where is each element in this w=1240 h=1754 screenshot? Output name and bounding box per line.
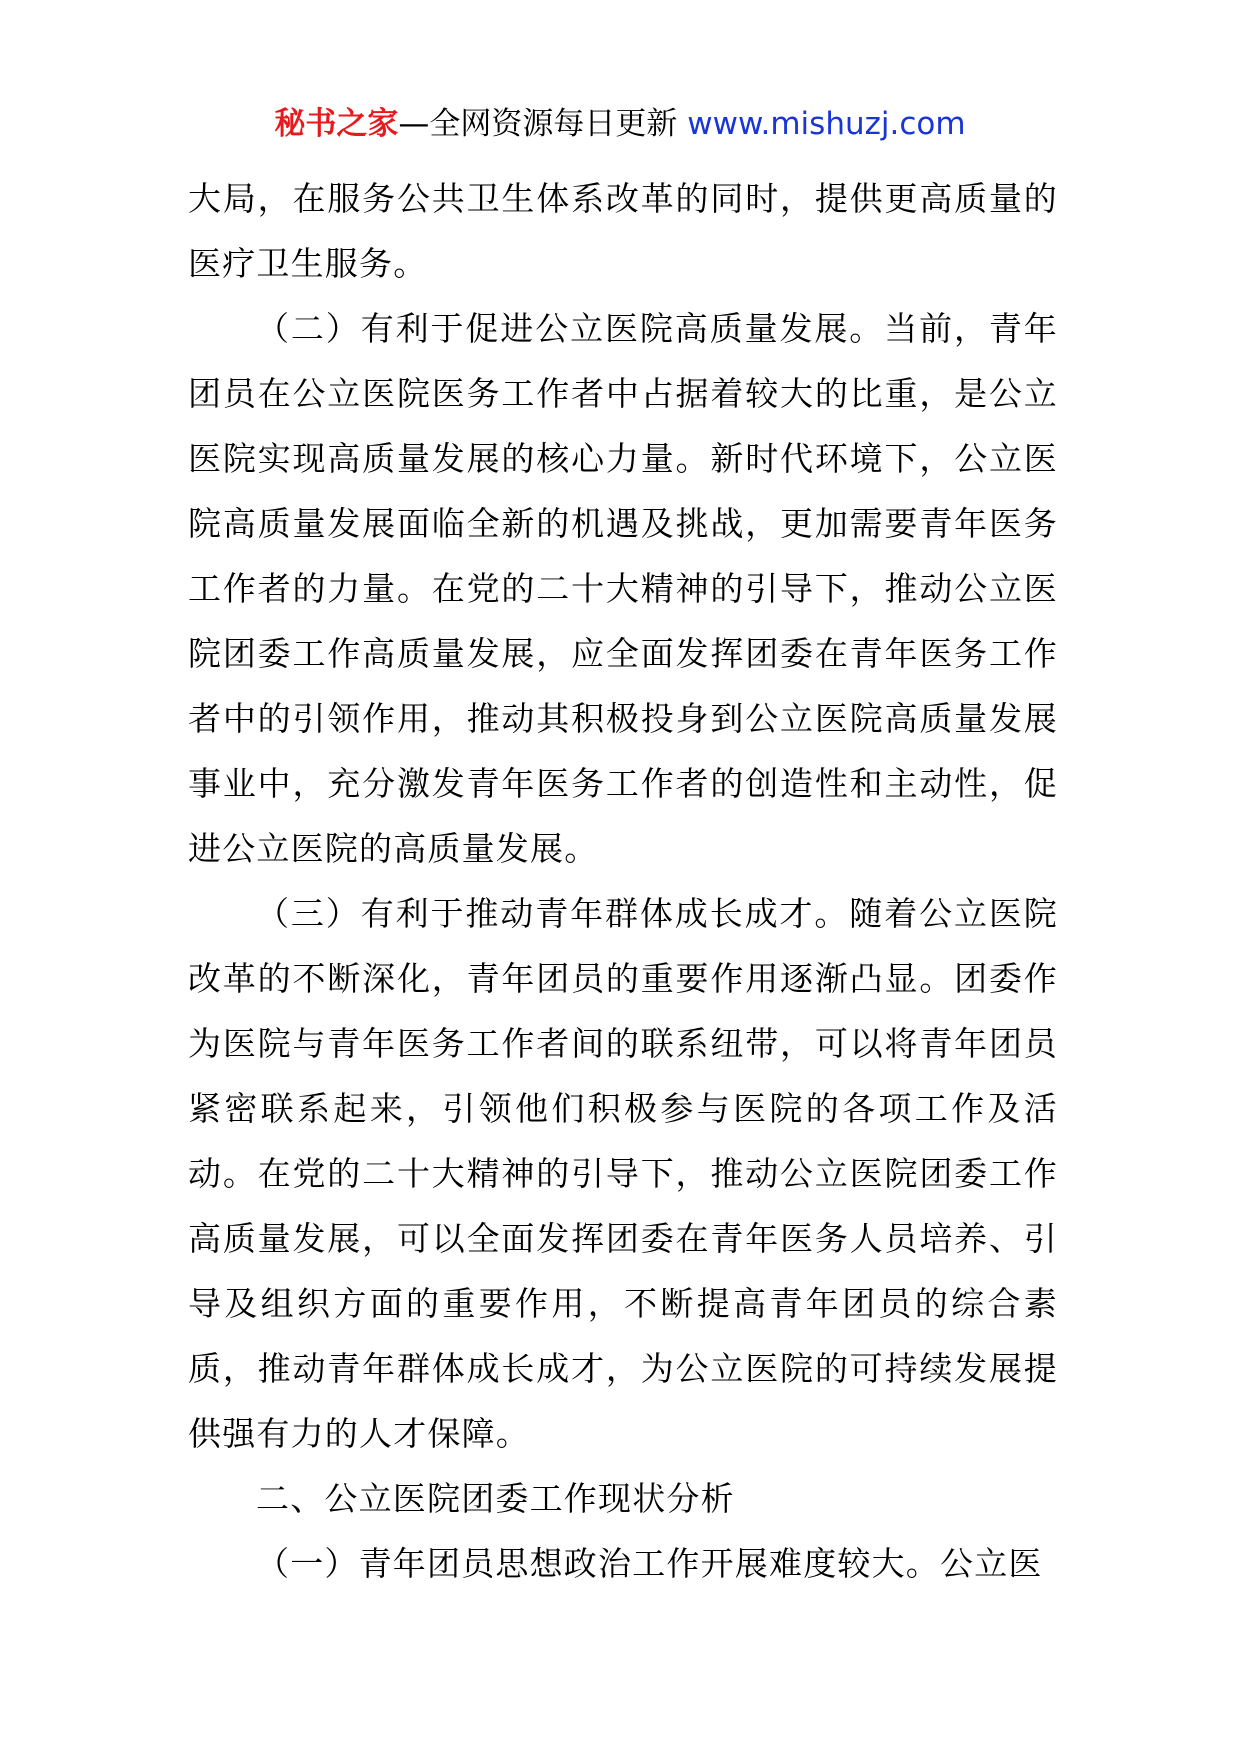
page-header <box>0 104 1240 144</box>
site-tagline: —全网资源每日更新 <box>398 106 678 142</box>
paragraph-continuation: 大局，在服务公共卫生体系改革的同时，提供更高质量的医疗卫生服务。 <box>188 179 1058 283</box>
paragraph-section-3: （三）有利于推动青年群体成长成才。随着公立医院改革的不断深化，青年团员的重要作用逐渐凸显。团委作为医院与青年医务工作者间的联系纽带，可以将青年团员紧密联系起来，引领他们积极参与医院的各项工作及活动。在党的二十大精神的引导下，推动公立医院团委工作高质量发展，可以全面发挥团委在青年医务人员培养、引导及组织方面的重要作用，不断提高青年团员的综合素质，推动青年群体成长成才，为公立医院的可持续发展提供强有力的人才保障。 <box>188 894 1058 1453</box>
site-url[interactable]: www.mishuzj.com <box>687 106 966 142</box>
section-heading: 二、公立医院团委工作现状分析 <box>256 1479 735 1518</box>
document-body <box>188 166 1058 1596</box>
paragraph-subsection-1: （一）青年团员思想政治工作开展难度较大。公立医 <box>256 1544 1043 1583</box>
site-brand: 秘书之家 <box>274 106 399 142</box>
paragraph-section-2: （二）有利于促进公立医院高质量发展。当前，青年团员在公立医院医务工作者中占据着较大的比重，是公立医院实现高质量发展的核心力量。新时代环境下，公立医院高质量发展面临全新的机遇及挑战，更加需要青年医务工作者的力量。在党的二十大精神的引导下，推动公立医院团委工作高质量发展，应全面发挥团委在青年医务工作者中的引领作用，推动其积极投身到公立医院高质量发展事业中，充分激发青年医务工作者的创造性和主动性，促进公立医院的高质量发展。 <box>188 309 1058 868</box>
